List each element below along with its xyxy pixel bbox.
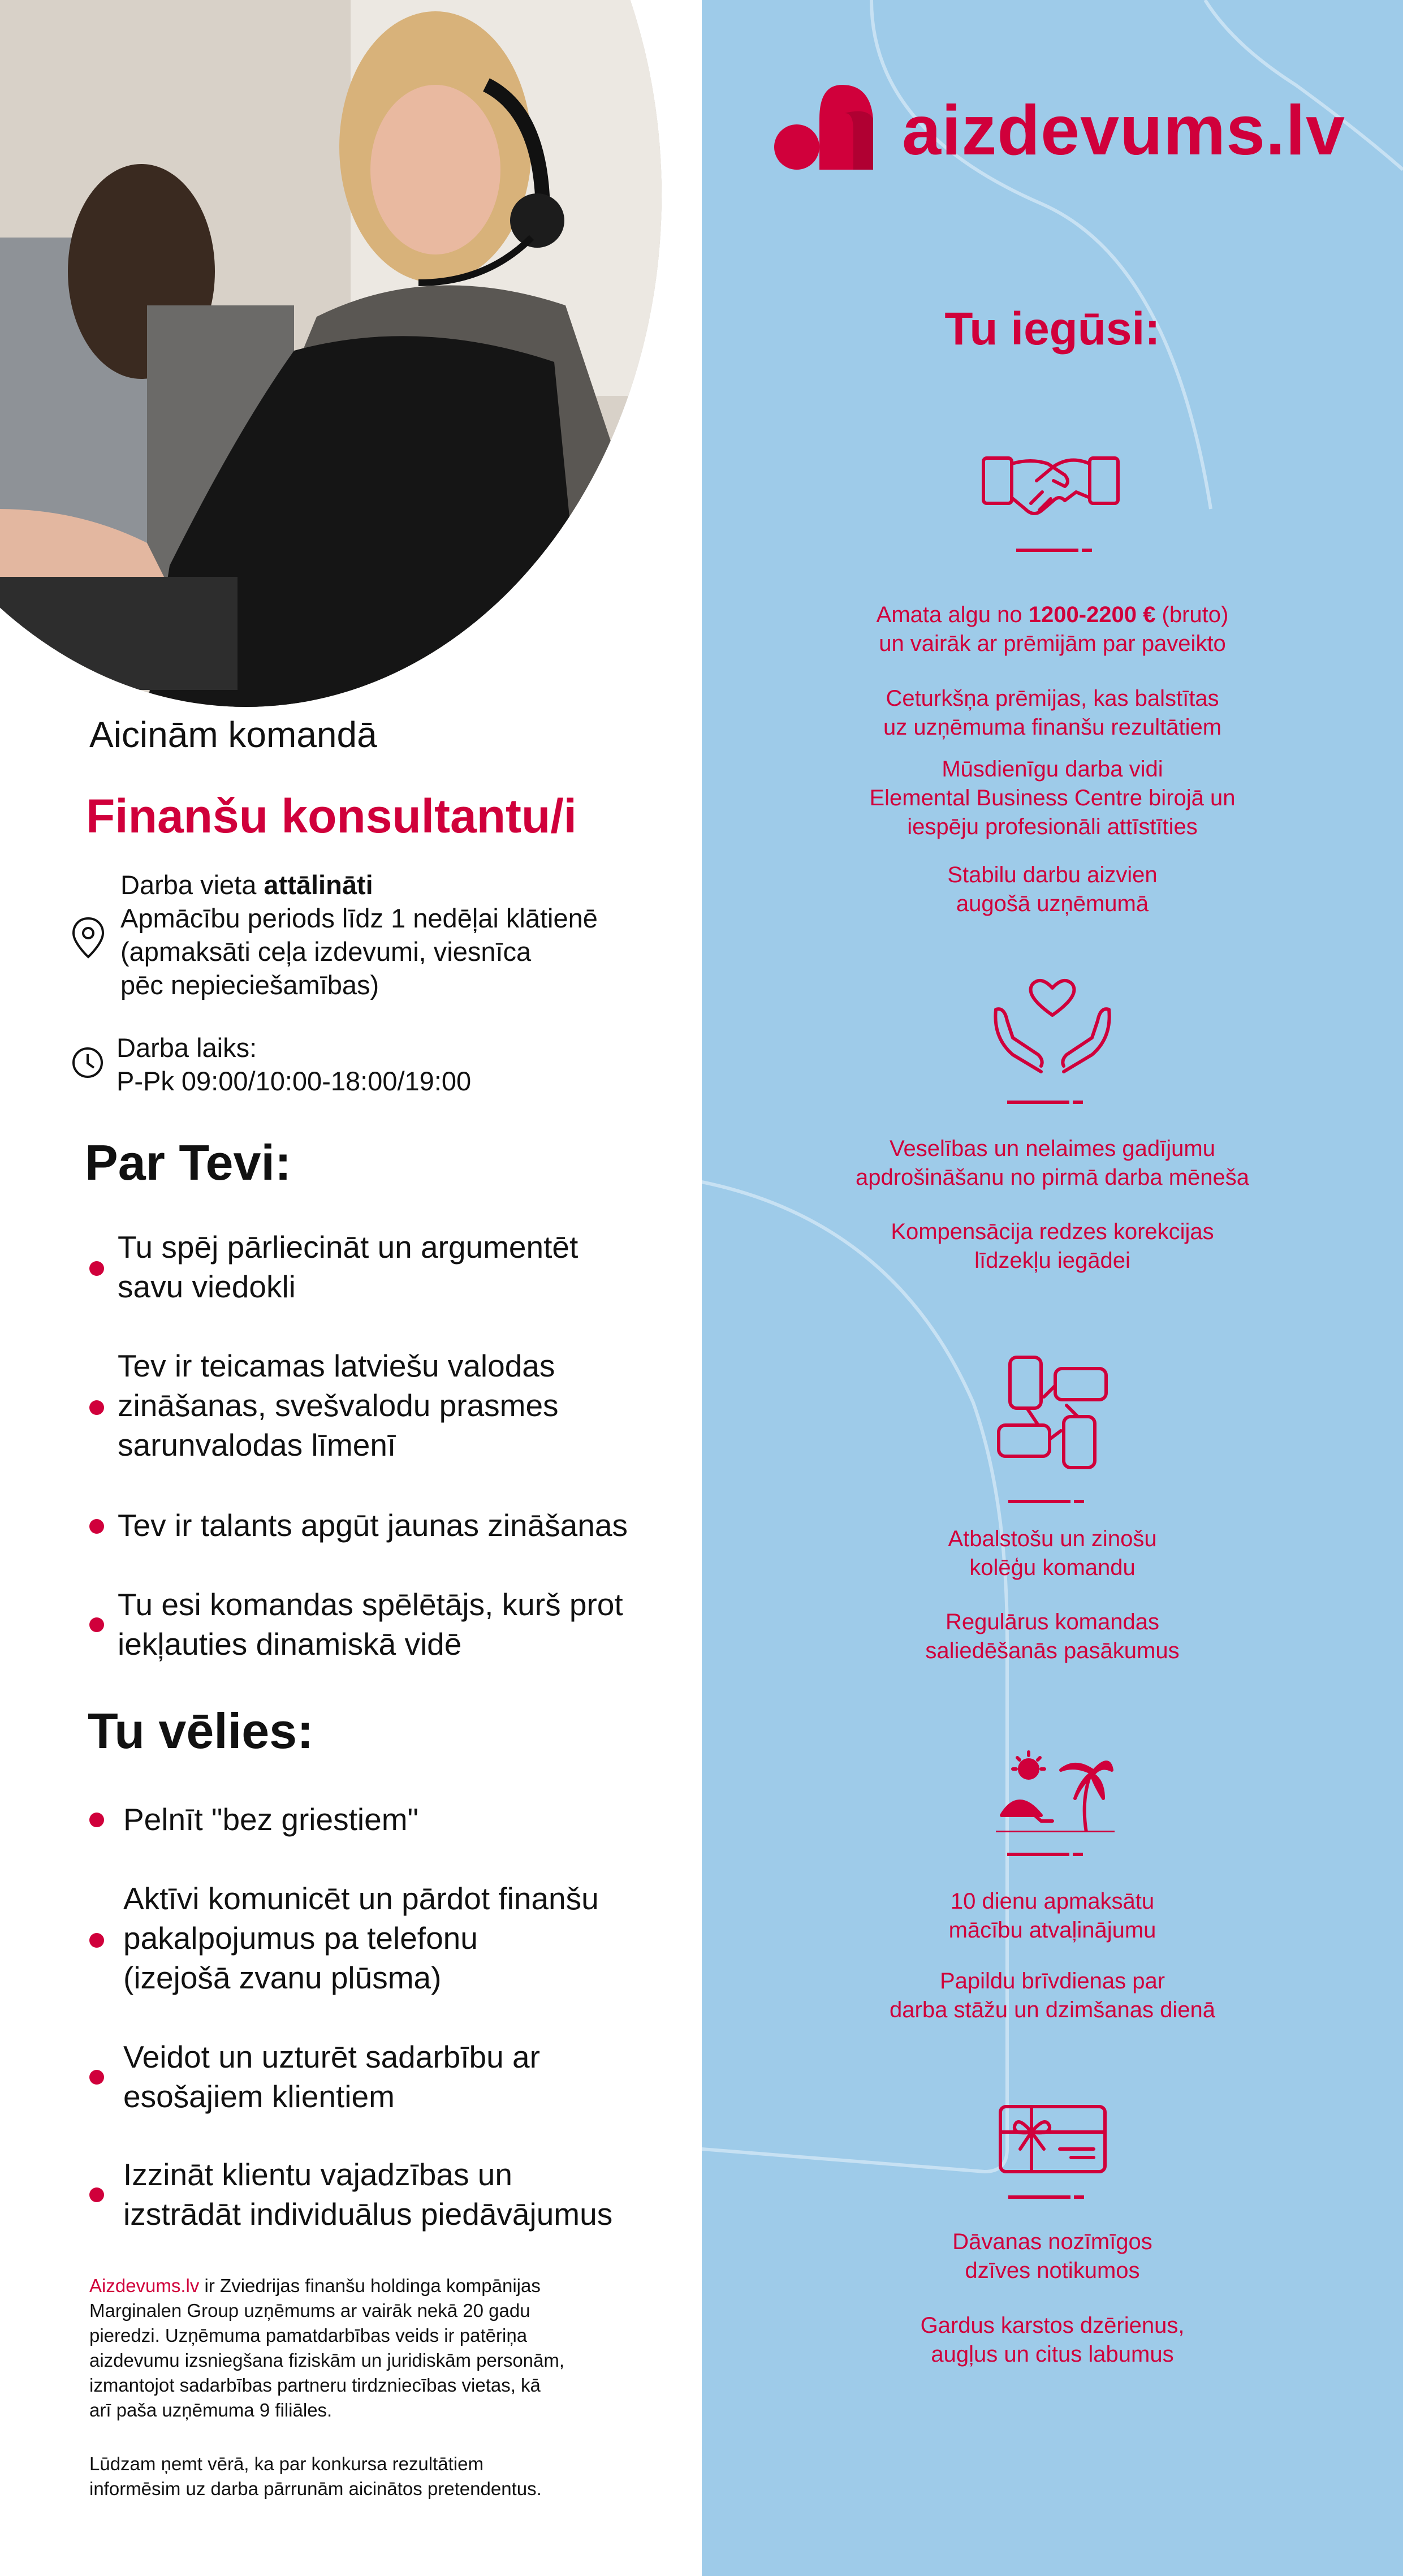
benefit-insurance bbox=[770, 1134, 1335, 1192]
benefit-line: dzīves notikumos bbox=[965, 2258, 1140, 2283]
divider bbox=[1007, 1853, 1069, 1856]
about-line: pieredzi. Uzņēmuma pamatdarbības veids ir patēriņa bbox=[89, 2325, 528, 2346]
location-prefix: Darba vieta bbox=[120, 870, 264, 900]
note-line: Lūdzam ņemt vērā, ka par konkursa rezultātiem bbox=[89, 2453, 484, 2474]
item-line: izstrādāt individuālus piedāvājumus bbox=[123, 2197, 613, 2232]
benefit-glasses bbox=[770, 1218, 1335, 1275]
job-title: Finanšu konsultantu/i bbox=[86, 789, 577, 843]
divider bbox=[1016, 549, 1078, 552]
intro-text: Aicinām komandā bbox=[89, 714, 377, 755]
item-line: savu viedokli bbox=[118, 1269, 296, 1304]
location-info bbox=[120, 868, 598, 1002]
item-line: sarunvalodas līmenī bbox=[118, 1427, 396, 1462]
divider bbox=[1073, 1101, 1083, 1104]
wish-item bbox=[123, 1800, 418, 1839]
item-line: pakalpojumus pa telefonu bbox=[123, 1921, 478, 1956]
hours-value: P-Pk 09:00/10:00-18:00/19:00 bbox=[116, 1066, 472, 1096]
item-line: Tev ir teicamas latviešu valodas bbox=[118, 1348, 555, 1383]
item-line: Izzināt klientu vajadzības un bbox=[123, 2157, 512, 2192]
location-line: Apmācību periods līdz 1 nedēļai klātienē bbox=[120, 903, 598, 933]
bullet-dot bbox=[89, 1261, 104, 1276]
bullet-dot bbox=[89, 1519, 104, 1534]
benefits-heading: Tu iegūsi: bbox=[944, 303, 1160, 355]
clock-icon bbox=[71, 1046, 104, 1079]
bullet-dot bbox=[89, 2070, 104, 2085]
benefit-stable bbox=[770, 861, 1335, 918]
benefit-line: mācību atvaļinājumu bbox=[948, 1918, 1156, 1943]
bullet-dot bbox=[89, 1933, 104, 1948]
salary-prefix: Amata algu no bbox=[876, 602, 1029, 627]
hours-label: Darba laiks: bbox=[116, 1033, 257, 1063]
gift-card-icon bbox=[998, 2104, 1108, 2177]
benefit-line: Ceturkšņa prēmijas, kas balstītas bbox=[886, 686, 1219, 711]
benefit-line: kolēģu komandu bbox=[969, 1555, 1136, 1580]
benefit-team bbox=[770, 1525, 1335, 1582]
benefit-line: līdzekļu iegādei bbox=[974, 1248, 1130, 1273]
item-line: esošajiem klientiem bbox=[123, 2079, 395, 2114]
benefit-environment bbox=[770, 755, 1335, 842]
benefit-line: 10 dienu apmaksātu bbox=[950, 1889, 1155, 1914]
benefit-line: darba stāžu un dzimšanas dienā bbox=[890, 1997, 1215, 2022]
about-line: izmantojot sadarbības partneru tirdzniecības vietas, kā bbox=[89, 2375, 541, 2396]
benefit-line: Dāvanas nozīmīgos bbox=[952, 2229, 1152, 2254]
benefit-study bbox=[770, 1887, 1335, 1945]
item-line: Tu spēj pārliecināt un argumentēt bbox=[118, 1229, 579, 1265]
benefit-line: Papildu brīvdienas par bbox=[939, 1969, 1165, 1994]
salary-range: 1200-2200 € bbox=[1028, 602, 1156, 627]
benefit-line: uz uzņēmuma finanšu rezultātiem bbox=[883, 715, 1222, 740]
about-line: ir Zviedrijas finanšu holdinga kompānijas bbox=[199, 2275, 541, 2296]
handshake-icon bbox=[980, 447, 1121, 534]
hero-photo bbox=[0, 0, 662, 707]
benefit-bonus bbox=[770, 684, 1335, 742]
salary-line: un vairāk ar prēmijām par paveikto bbox=[879, 631, 1226, 656]
wish-item bbox=[123, 1879, 599, 1997]
item-line: Tev ir talants apgūt jaunas zināšanas bbox=[118, 1508, 628, 1543]
benefit-line: Mūsdienīgu darba vidi bbox=[942, 757, 1163, 782]
benefit-line: augļus un citus labumus bbox=[931, 2342, 1174, 2367]
heart-hands-icon bbox=[990, 976, 1115, 1080]
divider bbox=[1073, 1853, 1083, 1856]
selection-note bbox=[89, 2452, 598, 2501]
benefit-holidays bbox=[770, 1967, 1335, 2025]
item-line: Pelnīt "bez griestiem" bbox=[123, 1802, 419, 1837]
item-line: (izejošā zvanu plūsma) bbox=[123, 1960, 442, 1995]
benefit-drinks bbox=[770, 2311, 1335, 2369]
note-line: informēsim uz darba pārrunām aicinātos pretendentus. bbox=[89, 2478, 542, 2499]
divider bbox=[1008, 2195, 1070, 2199]
bullet-dot bbox=[89, 1617, 104, 1632]
about-line: Marginalen Group uzņēmums ar vairāk nekā 20 gadu bbox=[89, 2300, 530, 2321]
location-line: pēc nepieciešamības) bbox=[120, 970, 379, 1000]
item-line: zināšanas, svešvalodu prasmes bbox=[118, 1388, 559, 1423]
divider bbox=[1074, 2195, 1084, 2199]
requirement-item bbox=[118, 1585, 623, 1664]
location-remote: attālināti bbox=[264, 870, 373, 900]
brand-logo-text: aizdevums.lv bbox=[902, 92, 1345, 170]
brand-logo-icon bbox=[774, 79, 876, 178]
benefit-events bbox=[770, 1608, 1335, 1665]
salary-text bbox=[770, 601, 1335, 658]
benefit-line: augošā uzņēmumā bbox=[956, 891, 1149, 916]
benefit-line: Atbalstošu un zinošu bbox=[948, 1526, 1157, 1551]
location-line: (apmaksāti ceļa izdevumi, viesnīca bbox=[120, 937, 532, 966]
decorative-lines bbox=[702, 0, 1403, 2576]
bullet-dot bbox=[89, 1400, 104, 1415]
you-want-heading: Tu vēlies: bbox=[88, 1703, 314, 1759]
wish-item bbox=[123, 2037, 540, 2116]
brand-name: Aizdevums.lv bbox=[89, 2275, 200, 2296]
item-line: Aktīvi komunicēt un pārdot finanšu bbox=[123, 1881, 599, 1916]
work-hours bbox=[116, 1031, 471, 1098]
item-line: Tu esi komandas spēlētājs, kurš prot bbox=[118, 1587, 623, 1622]
benefit-line: Stabilu darbu aizvien bbox=[947, 862, 1158, 887]
benefit-line: Regulārus komandas bbox=[946, 1610, 1159, 1634]
benefit-line: iespēju profesionāli attīstīties bbox=[907, 814, 1198, 839]
salary-suffix: (bruto) bbox=[1155, 602, 1229, 627]
bullet-dot bbox=[89, 1813, 104, 1827]
requirement-item bbox=[118, 1346, 559, 1465]
item-line: iekļauties dinamiskā vidē bbox=[118, 1626, 462, 1662]
benefit-gifts bbox=[770, 2228, 1335, 2285]
company-about bbox=[89, 2273, 598, 2423]
about-line: aizdevumu izsniegšana fiziskām un juridiskām personām, bbox=[89, 2350, 565, 2371]
divider bbox=[1008, 1500, 1070, 1503]
divider bbox=[1007, 1101, 1069, 1104]
benefit-line: apdrošināšanu no pirmā darba mēneša bbox=[856, 1165, 1249, 1190]
location-pin-icon bbox=[71, 916, 106, 959]
requirement-item bbox=[118, 1505, 628, 1545]
item-line: Veidot un uzturēt sadarbību ar bbox=[123, 2039, 540, 2074]
requirement-item bbox=[118, 1227, 578, 1306]
benefit-line: Veselības un nelaimes gadījumu bbox=[890, 1136, 1215, 1161]
benefit-line: Elemental Business Centre birojā un bbox=[869, 786, 1236, 810]
benefit-line: Gardus karstos dzērienus, bbox=[920, 2313, 1185, 2338]
divider bbox=[1082, 549, 1092, 552]
team-hands-icon bbox=[993, 1352, 1112, 1479]
divider bbox=[1074, 1500, 1084, 1503]
beach-icon bbox=[996, 1747, 1115, 1835]
benefit-line: saliedēšanās pasākumus bbox=[925, 1638, 1180, 1663]
benefit-line: Kompensācija redzes korekcijas bbox=[891, 1219, 1214, 1244]
right-panel bbox=[702, 0, 1403, 2576]
bullet-dot bbox=[89, 2187, 104, 2202]
about-line: arī paša uzņēmuma 9 filiāles. bbox=[89, 2400, 333, 2420]
wish-item bbox=[123, 2155, 612, 2234]
about-you-heading: Par Tevi: bbox=[85, 1134, 292, 1190]
